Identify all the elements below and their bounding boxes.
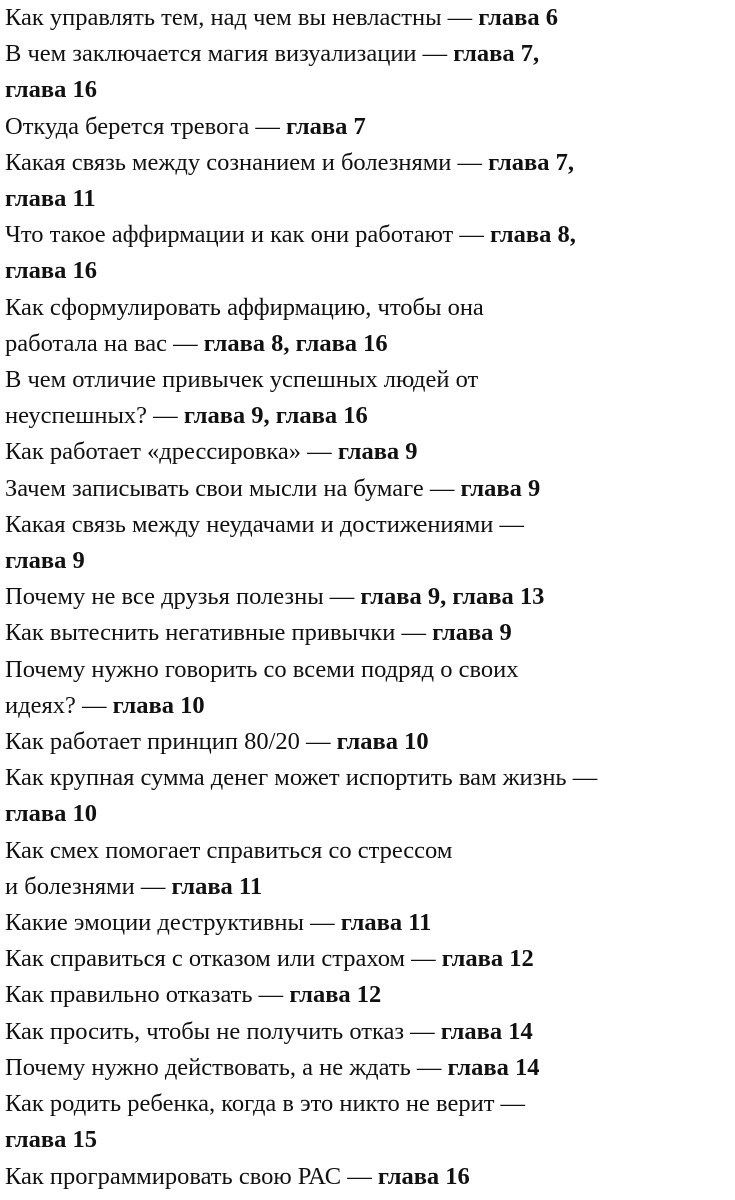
chapter-reference: глава 12 bbox=[289, 981, 382, 1009]
index-entry-line bbox=[5, 652, 729, 688]
chapter-reference: глава 11 bbox=[5, 185, 96, 213]
index-entry-line bbox=[5, 1014, 729, 1050]
index-entry-line bbox=[5, 869, 729, 905]
chapter-reference: глава 12 bbox=[441, 945, 534, 973]
index-entry-line bbox=[5, 507, 729, 543]
chapter-reference: глава 16 bbox=[5, 257, 97, 285]
chapter-reference: глава 9, глава 16 bbox=[183, 402, 368, 430]
question-text: В чем заключается магия визуализации — bbox=[5, 40, 454, 68]
chapter-reference: глава 15 bbox=[5, 1126, 97, 1154]
question-text: Откуда берется тревога — bbox=[5, 112, 286, 140]
chapter-reference: глава 6 bbox=[478, 4, 559, 31]
question-text: Как работает «дрессировка» — bbox=[5, 438, 338, 466]
index-entry-line bbox=[5, 688, 729, 724]
index-entry-line bbox=[5, 941, 729, 977]
question-text: идеях? — bbox=[5, 691, 113, 719]
question-text: Какая связь между сознанием и болезнями — bbox=[5, 148, 489, 176]
index-entry-line bbox=[5, 0, 729, 36]
index-entry-line bbox=[5, 434, 729, 470]
question-text: Как просить, чтобы не получить отказ — bbox=[5, 1017, 441, 1045]
chapter-reference: глава 14 bbox=[447, 1053, 540, 1081]
index-entry-line bbox=[5, 579, 729, 615]
chapter-reference: глава 10 bbox=[336, 728, 429, 756]
index-entry-line bbox=[5, 109, 729, 145]
index-entry-line bbox=[5, 615, 729, 651]
question-text: Почему нужно действовать, а не ждать — bbox=[5, 1053, 448, 1081]
index-entry-line bbox=[5, 977, 729, 1013]
index-entry-line bbox=[5, 72, 729, 108]
chapter-reference: глава 11 bbox=[340, 909, 432, 937]
index-entry-line bbox=[5, 905, 729, 941]
index-entry-line bbox=[5, 543, 729, 579]
index-entry-line bbox=[5, 796, 729, 832]
chapter-reference: глава 9 bbox=[5, 547, 85, 575]
question-text: Как программировать свою РАС — bbox=[5, 1162, 378, 1190]
question-text: Как управлять тем, над чем вы невластны — bbox=[5, 4, 479, 31]
question-text: Что такое аффирмации и как они работают — bbox=[5, 221, 491, 249]
question-text: Как правильно отказать — bbox=[5, 981, 290, 1009]
chapter-reference: глава 8, глава 16 bbox=[203, 329, 388, 357]
question-text: Зачем записывать свои мысли на бумаге — bbox=[5, 474, 461, 502]
question-text: Как крупная сумма денег может испортить вам жизнь — bbox=[5, 764, 598, 792]
index-entry-line bbox=[5, 326, 729, 362]
chapter-reference: глава 7 bbox=[286, 112, 366, 140]
chapter-reference: глава 14 bbox=[440, 1017, 533, 1045]
topic-index-list bbox=[5, 0, 729, 1195]
index-entry-line bbox=[5, 1159, 729, 1195]
index-entry-line bbox=[5, 253, 729, 289]
question-text: Как родить ребенка, когда в это никто не верит — bbox=[5, 1090, 526, 1118]
question-text: Какие эмоции деструктивны — bbox=[5, 909, 341, 937]
index-entry-line bbox=[5, 1050, 729, 1086]
chapter-reference: глава 11 bbox=[171, 872, 263, 900]
question-text: Почему нужно говорить со всеми подряд о своих bbox=[5, 655, 519, 683]
index-entry-line bbox=[5, 217, 729, 253]
question-text: Как работает принцип 80/20 — bbox=[5, 728, 337, 756]
index-entry-line bbox=[5, 36, 729, 72]
question-text: работала на вас — bbox=[5, 329, 204, 357]
question-text: Как вытеснить негативные привычки — bbox=[5, 619, 433, 647]
chapter-reference: глава 16 bbox=[5, 76, 97, 104]
index-entry-line bbox=[5, 760, 729, 796]
chapter-reference: глава 8, bbox=[490, 221, 576, 249]
index-entry-line bbox=[5, 362, 729, 398]
chapter-reference: глава 9 bbox=[337, 438, 418, 466]
index-entry-line bbox=[5, 833, 729, 869]
chapter-reference: глава 9, глава 13 bbox=[360, 583, 545, 611]
question-text: В чем отличие привычек успешных людей от bbox=[5, 366, 479, 394]
index-entry-line bbox=[5, 1122, 729, 1158]
question-text: Как справиться с отказом или страхом — bbox=[5, 945, 442, 973]
chapter-reference: глава 7, bbox=[488, 148, 575, 176]
chapter-reference: глава 10 bbox=[5, 800, 97, 828]
question-text: Почему не все друзья полезны — bbox=[5, 583, 361, 611]
index-entry-line bbox=[5, 145, 729, 181]
index-entry-line bbox=[5, 724, 729, 760]
index-entry-line bbox=[5, 181, 729, 217]
question-text: неуспешных? — bbox=[5, 402, 184, 430]
index-entry-line bbox=[5, 1086, 729, 1122]
chapter-reference: глава 7, bbox=[453, 40, 540, 68]
index-entry-line bbox=[5, 471, 729, 507]
chapter-reference: глава 10 bbox=[112, 691, 205, 719]
chapter-reference: глава 16 bbox=[377, 1162, 470, 1190]
index-entry-line bbox=[5, 398, 729, 434]
question-text: и болезнями — bbox=[5, 872, 172, 900]
question-text: Как сформулировать аффирмацию, чтобы она bbox=[5, 293, 484, 321]
question-text: Какая связь между неудачами и достижениями — bbox=[5, 510, 525, 538]
question-text: Как смех помогает справиться со стрессом bbox=[5, 836, 453, 864]
chapter-reference: глава 9 bbox=[432, 619, 512, 647]
index-entry-line bbox=[5, 290, 729, 326]
chapter-reference: глава 9 bbox=[460, 474, 541, 502]
